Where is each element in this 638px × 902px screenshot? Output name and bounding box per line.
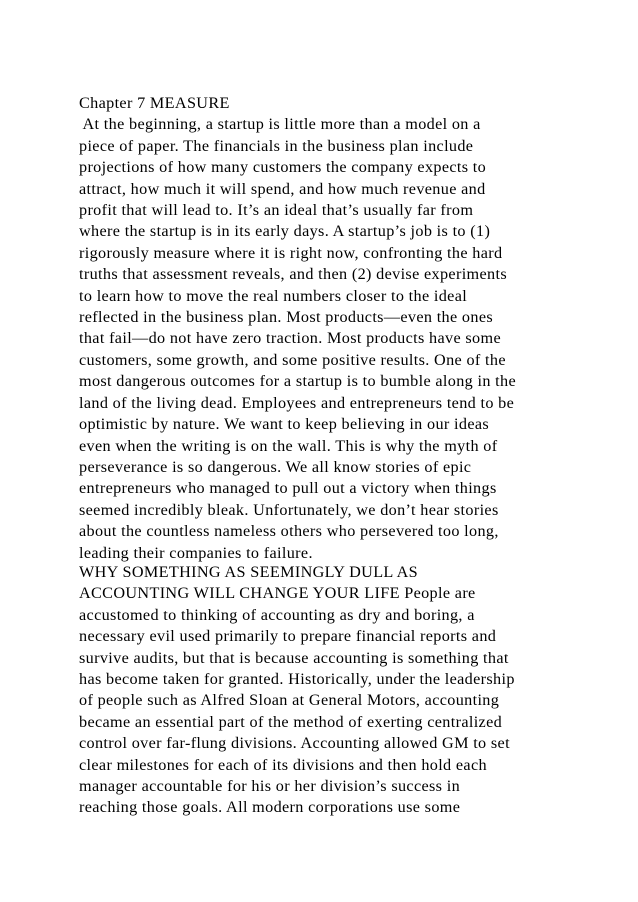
text-line: land of the living dead. Employees and entrepreneurs tend to be [79,393,515,412]
text-line: survive audits, but that is because accounting is something that [79,648,509,667]
text-line: rigorously measure where it is right now, confronting the hard [79,243,503,262]
text-line: to learn how to move the real numbers closer to the ideal [79,286,468,305]
text-line: Chapter 7 MEASURE [79,94,230,112]
text-line: customers, some growth, and some positive results. One of the [79,350,506,369]
text-line: where the startup is in its early days. A startup’s job is to (1) [79,222,491,241]
chapter-paragraph [79,93,619,564]
text-line: reaching those goals. All modern corporations use some [79,798,461,817]
text-line: seemed incredibly bleak. Unfortunately, we don’t hear stories [79,500,499,519]
accounting-paragraph [79,562,619,819]
text-line: attract, how much it will spend, and how much revenue and [79,179,486,198]
text-line: piece of paper. The financials in the business plan include [79,136,474,155]
text-line: of people such as Alfred Sloan at General Motors, accounting [79,691,500,710]
text-line: reflected in the business plan. Most products—even the ones [79,308,494,327]
text-line: has become taken for granted. Historically, under the leadership [79,670,515,689]
text-line: ACCOUNTING WILL CHANGE YOUR LIFE People are [79,584,476,603]
text-line: At the beginning, a startup is little more than a model on a [79,115,481,134]
text-line: WHY SOMETHING AS SEEMINGLY DULL AS [79,563,418,581]
text-line: accustomed to thinking of accounting as dry and boring, a [79,605,475,624]
text-line: that fail—do not have zero traction. Most products have some [79,329,501,348]
text-line: perseverance is so dangerous. We all know stories of epic [79,457,472,476]
text-line: manager accountable for his or her division’s success in [79,777,461,796]
text-line: about the countless nameless others who persevered too long, [79,522,499,541]
text-line: most dangerous outcomes for a startup is to bumble along in the [79,372,517,391]
text-line: became an essential part of the method of exerting centralized [79,712,503,731]
text-line: truths that assessment reveals, and then (2) devise experiments [79,265,507,284]
text-line: control over far-flung divisions. Accounting allowed GM to set [79,734,510,753]
text-line: leading their companies to failure. [79,543,313,562]
text-line: optimistic by nature. We want to keep believing in our ideas [79,415,490,434]
text-line: clear milestones for each of its divisions and then hold each [79,755,487,774]
text-line: projections of how many customers the company expects to [79,158,487,177]
text-line: even when the writing is on the wall. This is why the myth of [79,436,498,455]
text-line: necessary evil used primarily to prepare financial reports and [79,627,497,646]
text-line: entrepreneurs who managed to pull out a victory when things [79,479,497,498]
text-line: profit that will lead to. It’s an ideal that’s usually far from [79,201,474,220]
